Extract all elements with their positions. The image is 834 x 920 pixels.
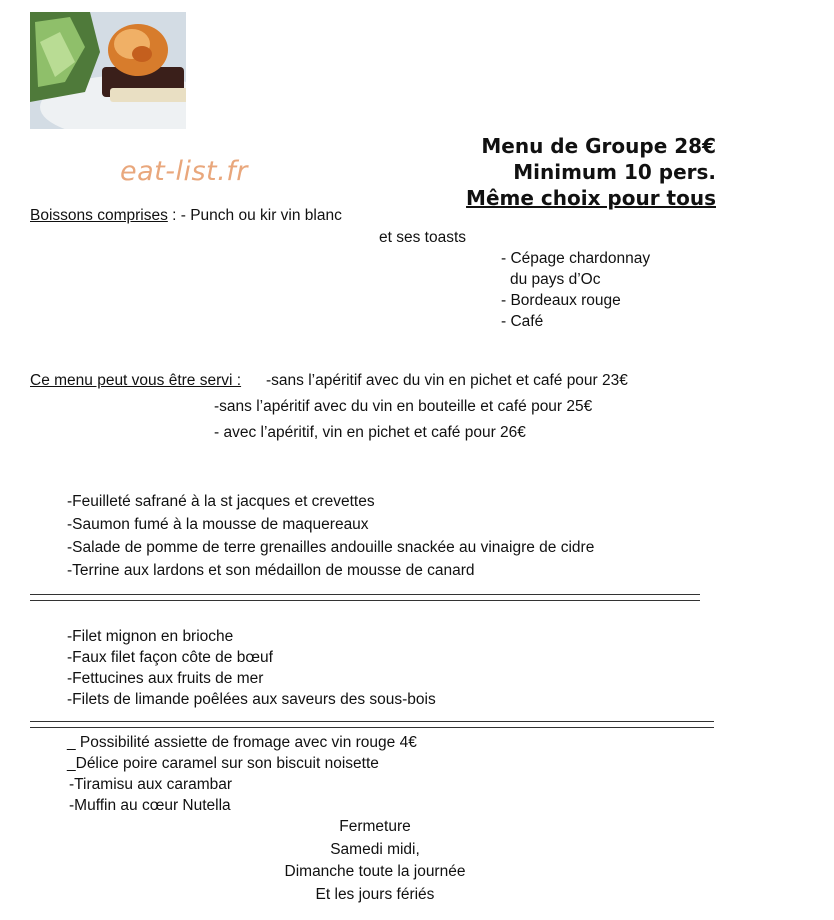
menu-header [466,133,716,211]
entree-item: -Terrine aux lardons et son médaillon de mousse de canard [67,562,475,579]
divider-line [30,721,714,722]
plat-item: -Filets de limande poêlées aux saveurs des sous-bois [67,691,436,708]
boissons-sep: : [167,207,181,224]
plat-item: -Faux filet façon côte de bœuf [67,649,273,666]
dessert-item: _ Possibilité assiette de fromage avec vin rouge 4€ [67,734,417,751]
plat-item: -Filet mignon en brioche [67,628,234,645]
menu-minimum: Minimum 10 pers. [513,160,716,184]
entree-item: -Saumon fumé à la mousse de maquereaux [67,516,369,533]
plat-item: -Fettucines aux fruits de mer [67,670,264,687]
boissons-item-chardonnay: - Cépage chardonnay [501,250,651,267]
fermeture-line: Et les jours fériés [315,885,435,903]
option-26: - avec l’apéritif, vin en pichet et café pour 26€ [214,424,526,441]
entree-item: -Salade de pomme de terre grenailles andouille snackée au vinaigre de cidre [67,539,595,556]
boissons-item-cafe: - Café [501,313,544,330]
fermeture-title: Fermeture [339,818,411,835]
boissons-label: Boissons comprises [30,207,168,224]
divider-line [30,727,714,728]
option-25: -sans l’apéritif avec du vin en bouteille et café pour 25€ [214,398,593,415]
dessert-item: -Muffin au cœur Nutella [69,797,231,814]
fermeture-block [215,816,535,906]
fermeture-line: Dimanche toute la journée [284,863,466,880]
boissons-line [30,207,342,225]
dish-photo [30,12,186,129]
menu-same-choice: Même choix pour tous [466,186,716,210]
boissons-item-chardonnay-cont: du pays d’Oc [510,271,601,288]
options-label: Ce menu peut vous être servi : [30,372,242,389]
dessert-item: _Délice poire caramel sur son biscuit noisette [67,755,379,772]
menu-title: Menu de Groupe 28€ [481,134,716,158]
dessert-item: -Tiramisu aux carambar [69,776,233,793]
entree-item: -Feuilleté safrané à la st jacques et crevettes [67,493,375,510]
fermeture-line: Samedi midi, [330,840,420,858]
divider-line [30,594,700,595]
boissons-item-punch-cont: et ses toasts [379,229,467,246]
option-23: -sans l’apéritif avec du vin en pichet et café pour 23€ [266,372,628,389]
watermark-logo: eat-list.fr [120,156,248,187]
boissons-item-bordeaux: - Bordeaux rouge [501,292,621,309]
divider-line [30,600,700,601]
boissons-item-punch: - Punch ou kir vin blanc [180,207,342,224]
